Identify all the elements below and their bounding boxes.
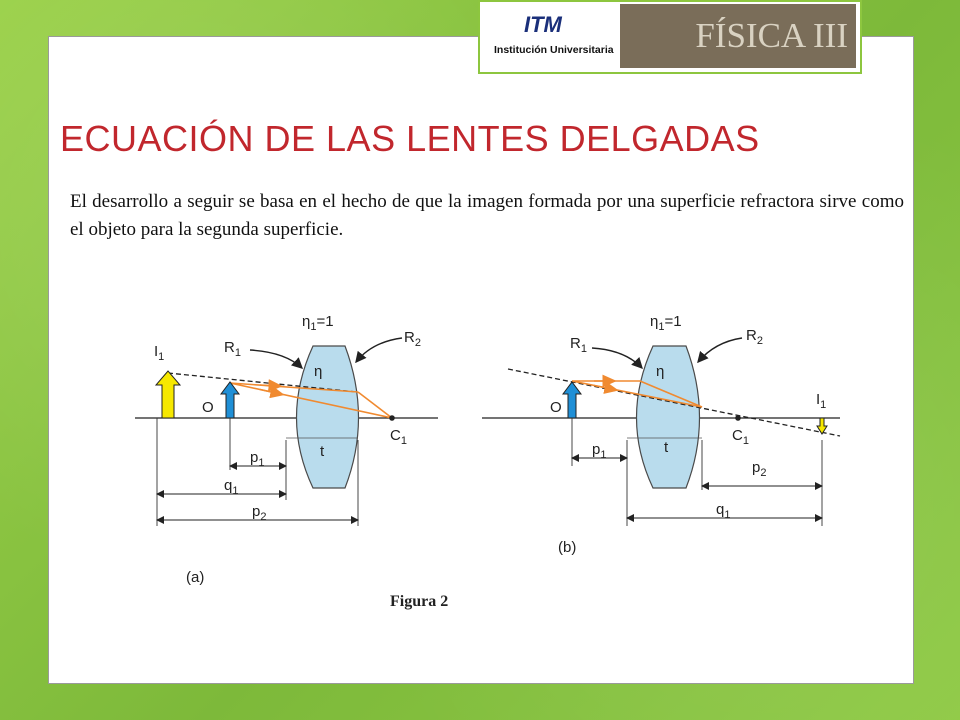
figure-caption: Figura 2 bbox=[390, 593, 449, 610]
q1-label: $q_1$ bbox=[716, 501, 731, 521]
outside-index-label: $\eta_1=1$ bbox=[650, 313, 682, 333]
page-title: ECUACIÓN DE LAS LENTES DELGADAS bbox=[60, 118, 760, 159]
panel-b bbox=[482, 313, 840, 556]
panel-a bbox=[135, 313, 438, 586]
course-title: FÍSICA III bbox=[695, 16, 848, 55]
object-label: O bbox=[202, 399, 214, 416]
r1-label: $R_1$ bbox=[224, 339, 241, 359]
center-point bbox=[735, 415, 741, 421]
image-arrow bbox=[156, 371, 180, 418]
center-label: $C_1$ bbox=[390, 427, 407, 447]
ray-arrow bbox=[260, 385, 278, 386]
center-label: $C_1$ bbox=[732, 427, 749, 447]
panel-b-label: (b) bbox=[558, 539, 577, 556]
r2-label: $R_2$ bbox=[746, 327, 763, 347]
thickness-label: t bbox=[320, 443, 325, 460]
object-arrow bbox=[221, 382, 239, 418]
r2-pointer bbox=[698, 338, 742, 362]
r1-pointer bbox=[250, 350, 302, 368]
lens bbox=[637, 346, 700, 488]
header-banner bbox=[478, 0, 862, 74]
p2-label: $p_2$ bbox=[252, 503, 267, 523]
image-label: $I_1$ bbox=[154, 343, 165, 363]
body-paragraph: El desarrollo a seguir se basa en el hecho de que la imagen formada por una superficie refractora sirve como el objeto para la segunda superficie. bbox=[70, 191, 904, 240]
outside-index-label: $\eta_1=1$ bbox=[302, 313, 334, 333]
panel-a-label: (a) bbox=[186, 569, 205, 586]
logo-subtitle: Institución Universitaria bbox=[494, 44, 614, 56]
logo-title: ITM bbox=[524, 12, 562, 37]
p1-label: $p_1$ bbox=[250, 449, 265, 469]
r2-label: $R_2$ bbox=[404, 329, 421, 349]
p1-label: $p_1$ bbox=[592, 441, 607, 461]
center-point bbox=[389, 415, 395, 421]
p2-label: $p_2$ bbox=[752, 459, 767, 479]
lens bbox=[297, 346, 359, 488]
r2-pointer bbox=[356, 338, 402, 362]
thickness-label: t bbox=[664, 439, 669, 456]
image-label: $I_1$ bbox=[816, 391, 827, 411]
object-arrow bbox=[563, 382, 581, 418]
ray-arrow bbox=[260, 390, 280, 395]
r1-label: $R_1$ bbox=[570, 335, 587, 355]
itm-logo bbox=[486, 4, 618, 68]
thin-lens-figure bbox=[120, 300, 850, 620]
r1-pointer bbox=[592, 348, 642, 368]
lens-index-label: η bbox=[656, 363, 665, 380]
object-label: O bbox=[550, 399, 562, 416]
lens-index-label: η bbox=[314, 363, 323, 380]
q1-label: $q_1$ bbox=[224, 477, 239, 497]
course-title-box bbox=[620, 4, 856, 68]
